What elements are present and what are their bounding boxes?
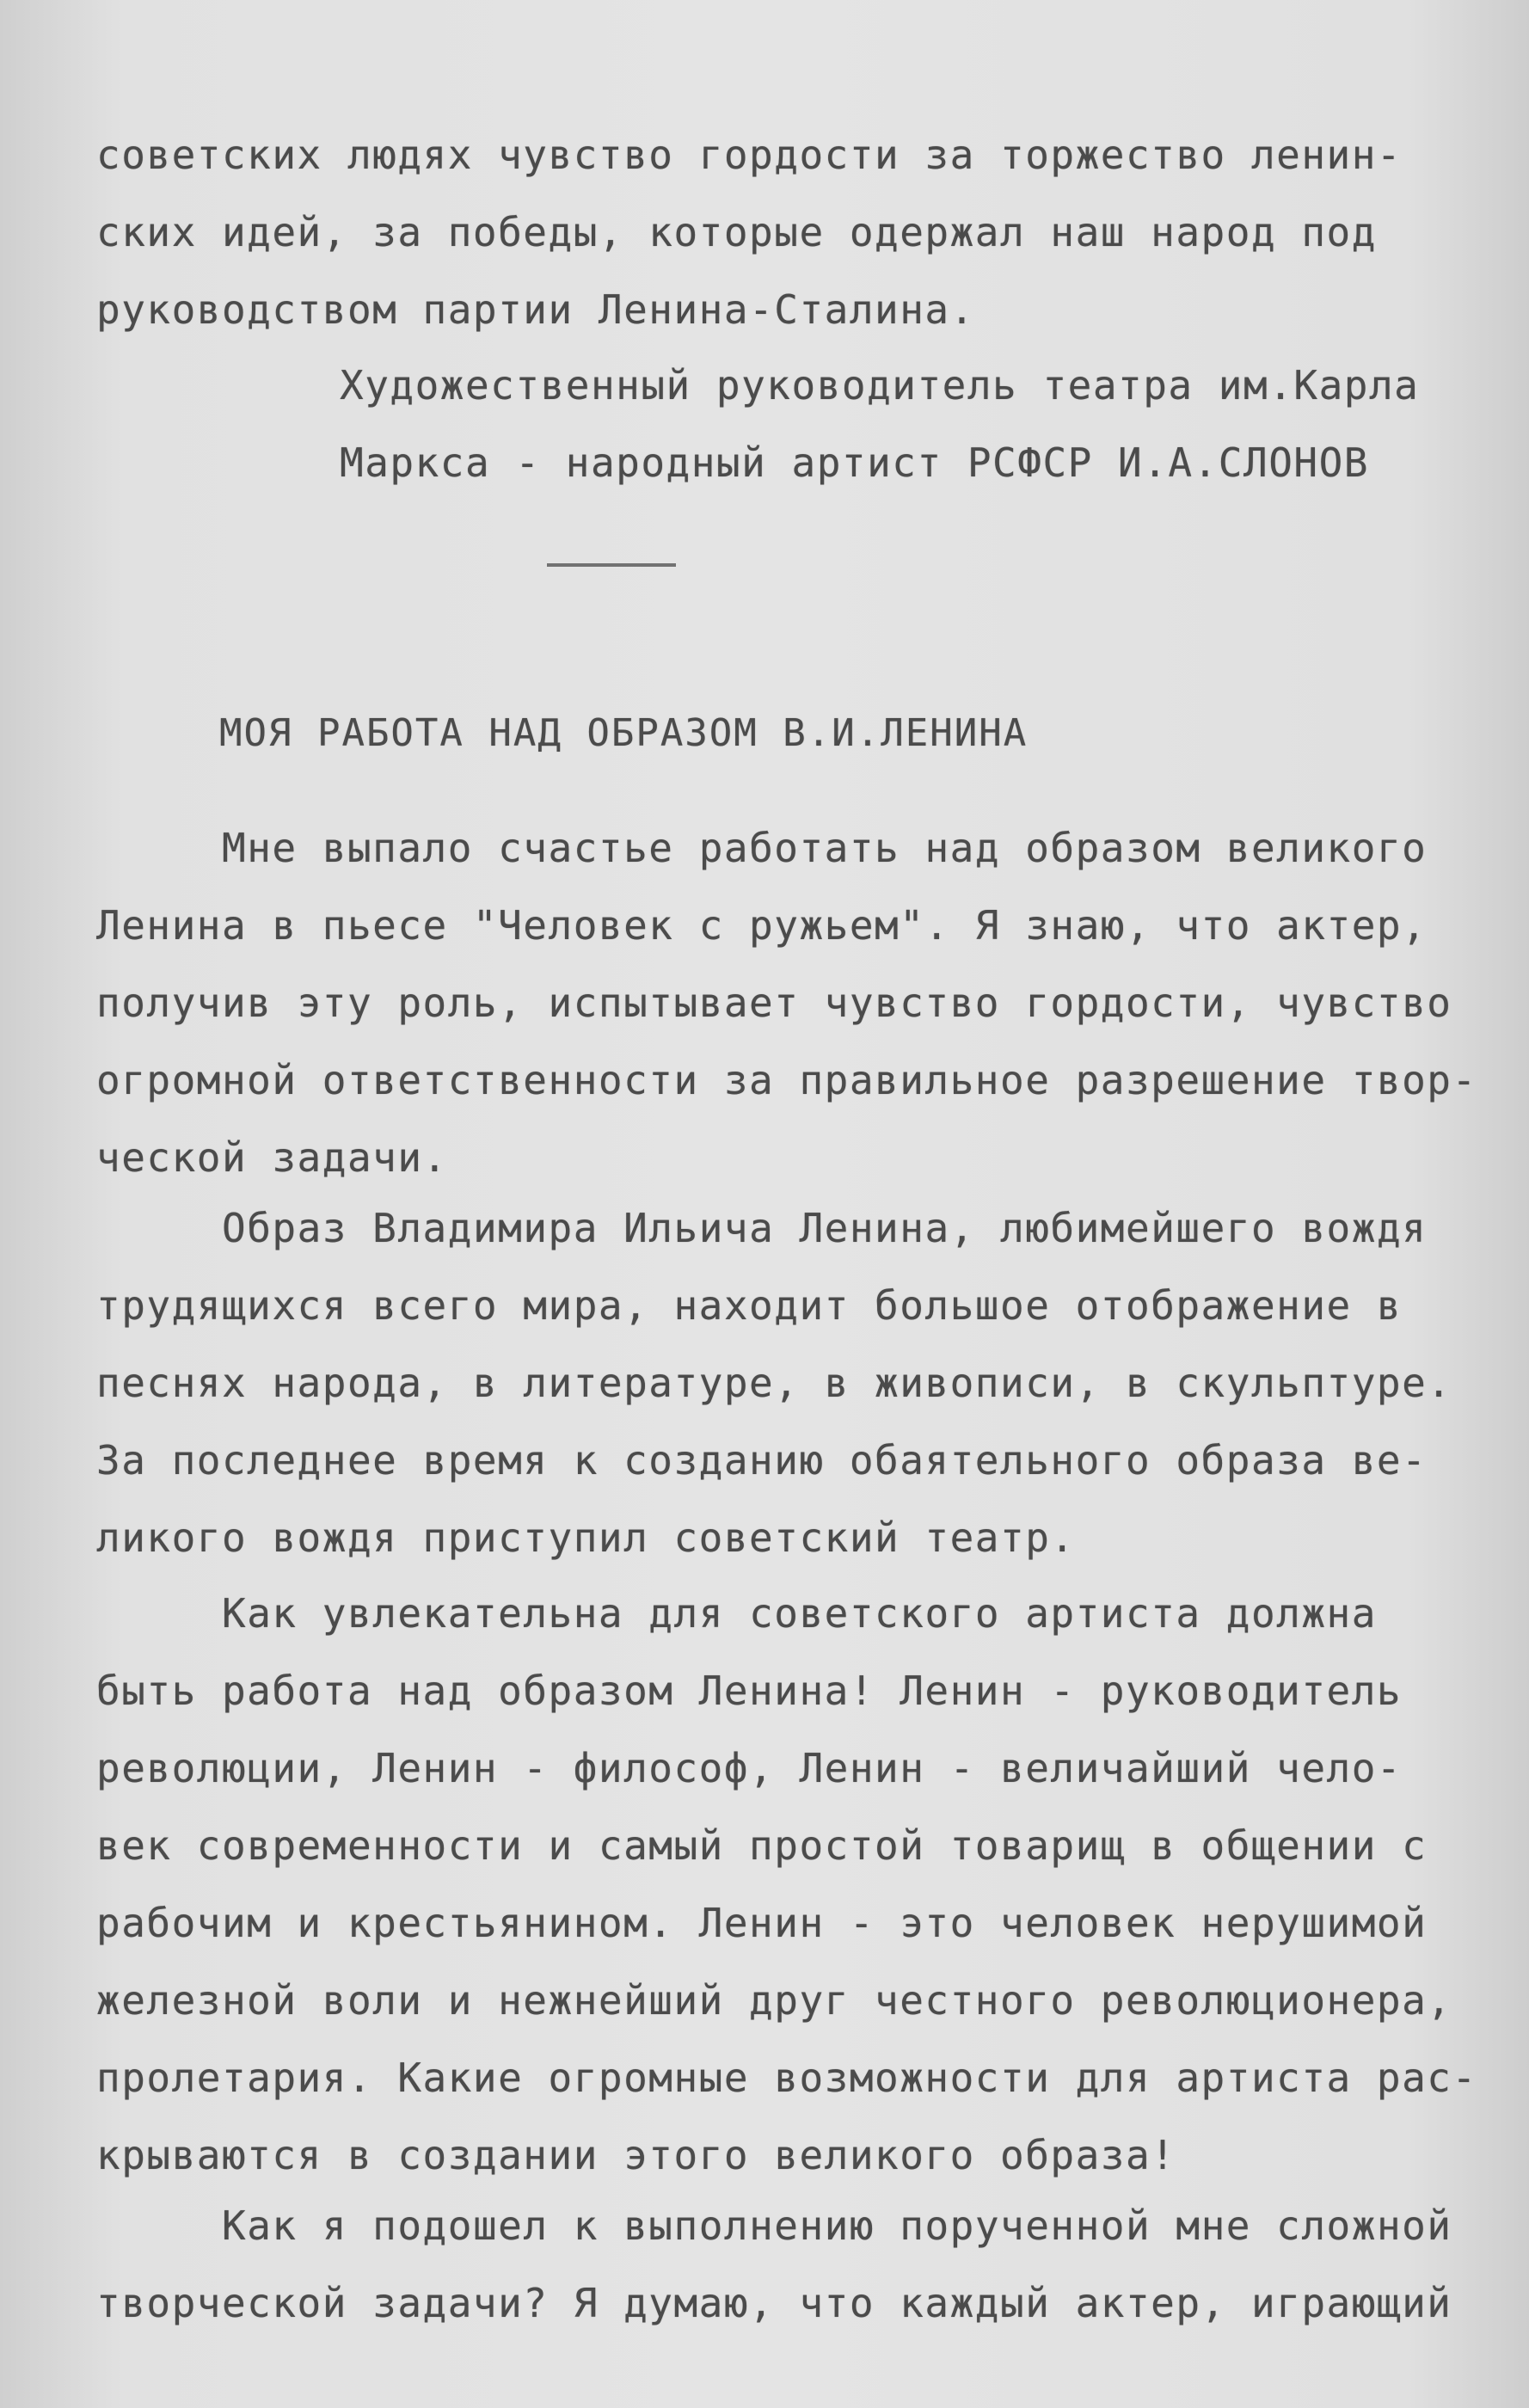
p2-line-1: Образ Владимира Ильича Ленина, любимейшего вождя	[222, 1205, 1428, 1251]
p1-line-4: огромной ответственности за правильное разрешение твор-	[96, 1057, 1477, 1103]
p3-line-8: крываются в создании этого великого образа!	[96, 2132, 1176, 2178]
p3-line-5: рабочим и крестьянином. Ленин - это человек нерушимой	[96, 1900, 1428, 1946]
article-title: МОЯ РАБОТА НАД ОБРАЗОМ В.И.ЛЕНИНА	[219, 711, 1029, 755]
p1-line-1: Мне выпало счастье работать над образом великого	[222, 825, 1428, 871]
signature-line-1: Художественный руководитель театра им.Карла	[340, 362, 1420, 408]
p1-line-3: получив эту роль, испытывает чувство гордости, чувство	[96, 980, 1452, 1026]
p4-line-2: творческой задачи? Я думаю, что каждый актер, играющий	[96, 2280, 1452, 2326]
signature-line-2: Маркса - народный артист РСФСР И.А.СЛОНОВ	[340, 439, 1369, 486]
p3-line-1: Как увлекательна для советского артиста должна	[222, 1590, 1377, 1637]
intro-line-1: советских людях чувство гордости за торжество ленин-	[96, 132, 1403, 178]
intro-line-3: руководством партии Ленина-Сталина.	[96, 286, 975, 333]
p2-line-4: За последнее время к созданию обаятельного образа ве-	[96, 1437, 1428, 1484]
p4-line-1: Как я подошел к выполнению порученной мне сложной	[222, 2202, 1452, 2249]
p3-line-3: революции, Ленин - философ, Ленин - величайший чело-	[96, 1745, 1403, 1791]
p3-line-4: век современности и самый простой товарищ в общении с	[96, 1822, 1428, 1869]
p3-line-7: пролетария. Какие огромные возможности для артиста рас-	[96, 2055, 1477, 2101]
p1-line-5: ческой задачи.	[96, 1134, 448, 1181]
p3-line-2: быть работа над образом Ленина! Ленин - руководитель	[96, 1668, 1403, 1714]
section-divider	[547, 563, 676, 567]
p3-line-6: железной воли и нежнейший друг честного революционера,	[96, 1977, 1452, 2024]
p2-line-2: трудящихся всего мира, находит большое отображение в	[96, 1282, 1403, 1329]
intro-line-2: ских идей, за победы, которые одержал наш народ под	[96, 209, 1377, 255]
p1-line-2: Ленина в пьесе "Человек с ружьем". Я знаю, что актер,	[96, 902, 1428, 949]
p2-line-5: ликого вождя приступил советский театр.	[96, 1514, 1076, 1561]
p2-line-3: песнях народа, в литературе, в живописи, в скульптуре.	[96, 1360, 1452, 1406]
